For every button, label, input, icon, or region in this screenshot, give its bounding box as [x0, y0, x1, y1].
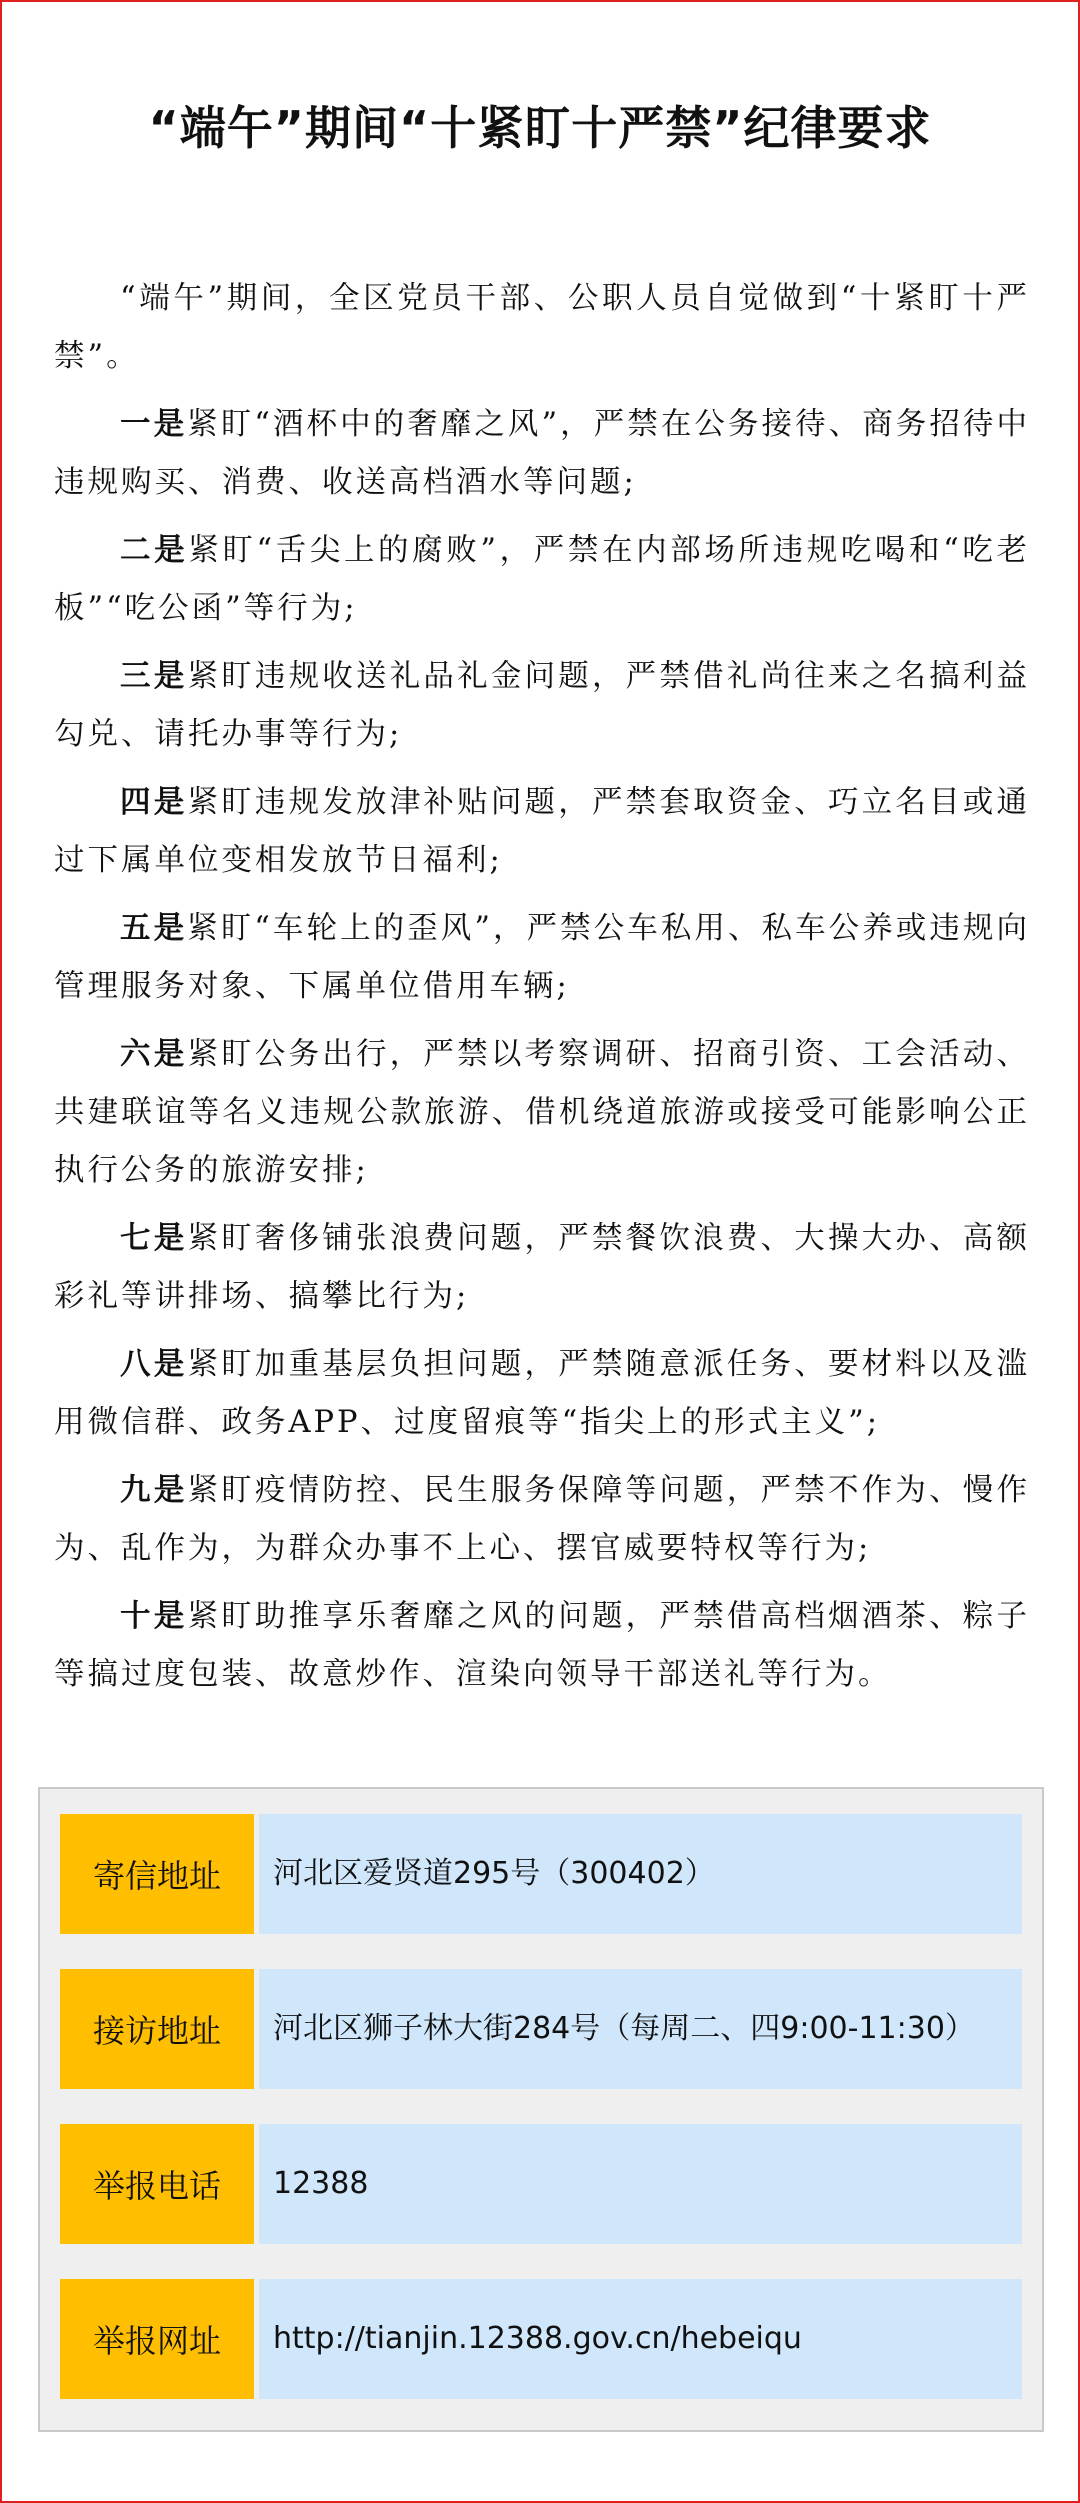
- rule-item-2: [54, 521, 1030, 638]
- rule-item-8: [54, 1335, 1030, 1452]
- contact-row-mail-address: [60, 1814, 1022, 1934]
- rule-text: 紧盯助推享乐奢靡之风的问题，严禁借高档烟酒茶、粽子等搞过度包装、故意炒作、渲染向领导干部送礼等行为。: [54, 1599, 1031, 1692]
- rule-item-9: [54, 1461, 1030, 1578]
- page-title: “端午”期间“十紧盯十严禁”纪律要求: [148, 101, 932, 155]
- rule-item-5: [54, 899, 1030, 1016]
- rule-text: 紧盯“车轮上的歪风”，严禁公车私用、私车公养或违规向管理服务对象、下属单位借用车辆;: [54, 911, 1031, 1004]
- rule-text: 紧盯公务出行，严禁以考察调研、招商引资、工会活动、共建联谊等名义违规公款旅游、借机绕道旅游或接受可能影响公正执行公务的旅游安排;: [54, 1037, 1031, 1188]
- contact-row-visit-address: [60, 1969, 1022, 2089]
- rule-item-1: [54, 395, 1030, 512]
- rule-text: 紧盯奢侈铺张浪费问题，严禁餐饮浪费、大操大办、高额彩礼等讲排场、搞攀比行为;: [54, 1221, 1031, 1314]
- rule-item-3: [54, 647, 1030, 764]
- rule-lead: 五是: [120, 910, 188, 946]
- contact-label: 寄信地址: [60, 1814, 254, 1934]
- rule-lead: 十是: [120, 1598, 188, 1634]
- rule-text: 紧盯违规收送礼品礼金问题，严禁借礼尚往来之名搞利益勾兑、请托办事等行为;: [54, 659, 1031, 752]
- rule-lead: 四是: [120, 784, 188, 820]
- contact-info-box: [38, 1787, 1044, 2432]
- contact-value: 河北区爱贤道295号（300402）: [259, 1814, 1022, 1934]
- rule-lead: 九是: [120, 1472, 188, 1508]
- contact-value: 河北区狮子林大街284号（每周二、四9:00-11:30）: [259, 1969, 1022, 2089]
- rule-lead: 三是: [120, 658, 188, 694]
- rule-item-4: [54, 773, 1030, 890]
- article-body: [54, 270, 1030, 1713]
- rule-lead: 八是: [120, 1346, 188, 1382]
- contact-value[interactable]: 12388: [259, 2124, 1022, 2244]
- contact-row-report-website: [60, 2279, 1022, 2399]
- rule-lead: 六是: [120, 1036, 188, 1072]
- rule-text: 紧盯疫情防控、民生服务保障等问题，严禁不作为、慢作为、乱作为，为群众办事不上心、摆官威要特权等行为;: [54, 1473, 1031, 1566]
- rule-lead: 一是: [120, 406, 188, 442]
- rule-lead: 二是: [120, 532, 189, 568]
- contact-label: 举报电话: [60, 2124, 254, 2244]
- rule-text: 紧盯违规发放津补贴问题，严禁套取资金、巧立名目或通过下属单位变相发放节日福利;: [54, 785, 1031, 878]
- contact-label: 接访地址: [60, 1969, 254, 2089]
- intro-paragraph: “端午”期间，全区党员干部、公职人员自觉做到“十紧盯十严禁”。: [54, 281, 1030, 374]
- rule-item-6: [54, 1025, 1030, 1200]
- contact-label: 举报网址: [60, 2279, 254, 2399]
- rule-lead: 七是: [120, 1220, 188, 1256]
- rule-text: 紧盯“酒杯中的奢靡之风”，严禁在公务接待、商务招待中违规购买、消费、收送高档酒水等问题;: [54, 407, 1031, 500]
- contact-row-report-phone: [60, 2124, 1022, 2244]
- rule-text: 紧盯“舌尖上的腐败”，严禁在内部场所违规吃喝和“吃老板”“吃公函”等行为;: [54, 533, 1031, 626]
- rule-item-7: [54, 1209, 1030, 1326]
- rule-item-10: [54, 1587, 1030, 1704]
- report-website-link[interactable]: http://tianjin.12388.gov.cn/hebeiqu: [259, 2279, 1022, 2399]
- rule-text: 紧盯加重基层负担问题，严禁随意派任务、要材料以及滥用微信群、政务APP、过度留痕等“指尖上的形式主义”;: [54, 1347, 1031, 1440]
